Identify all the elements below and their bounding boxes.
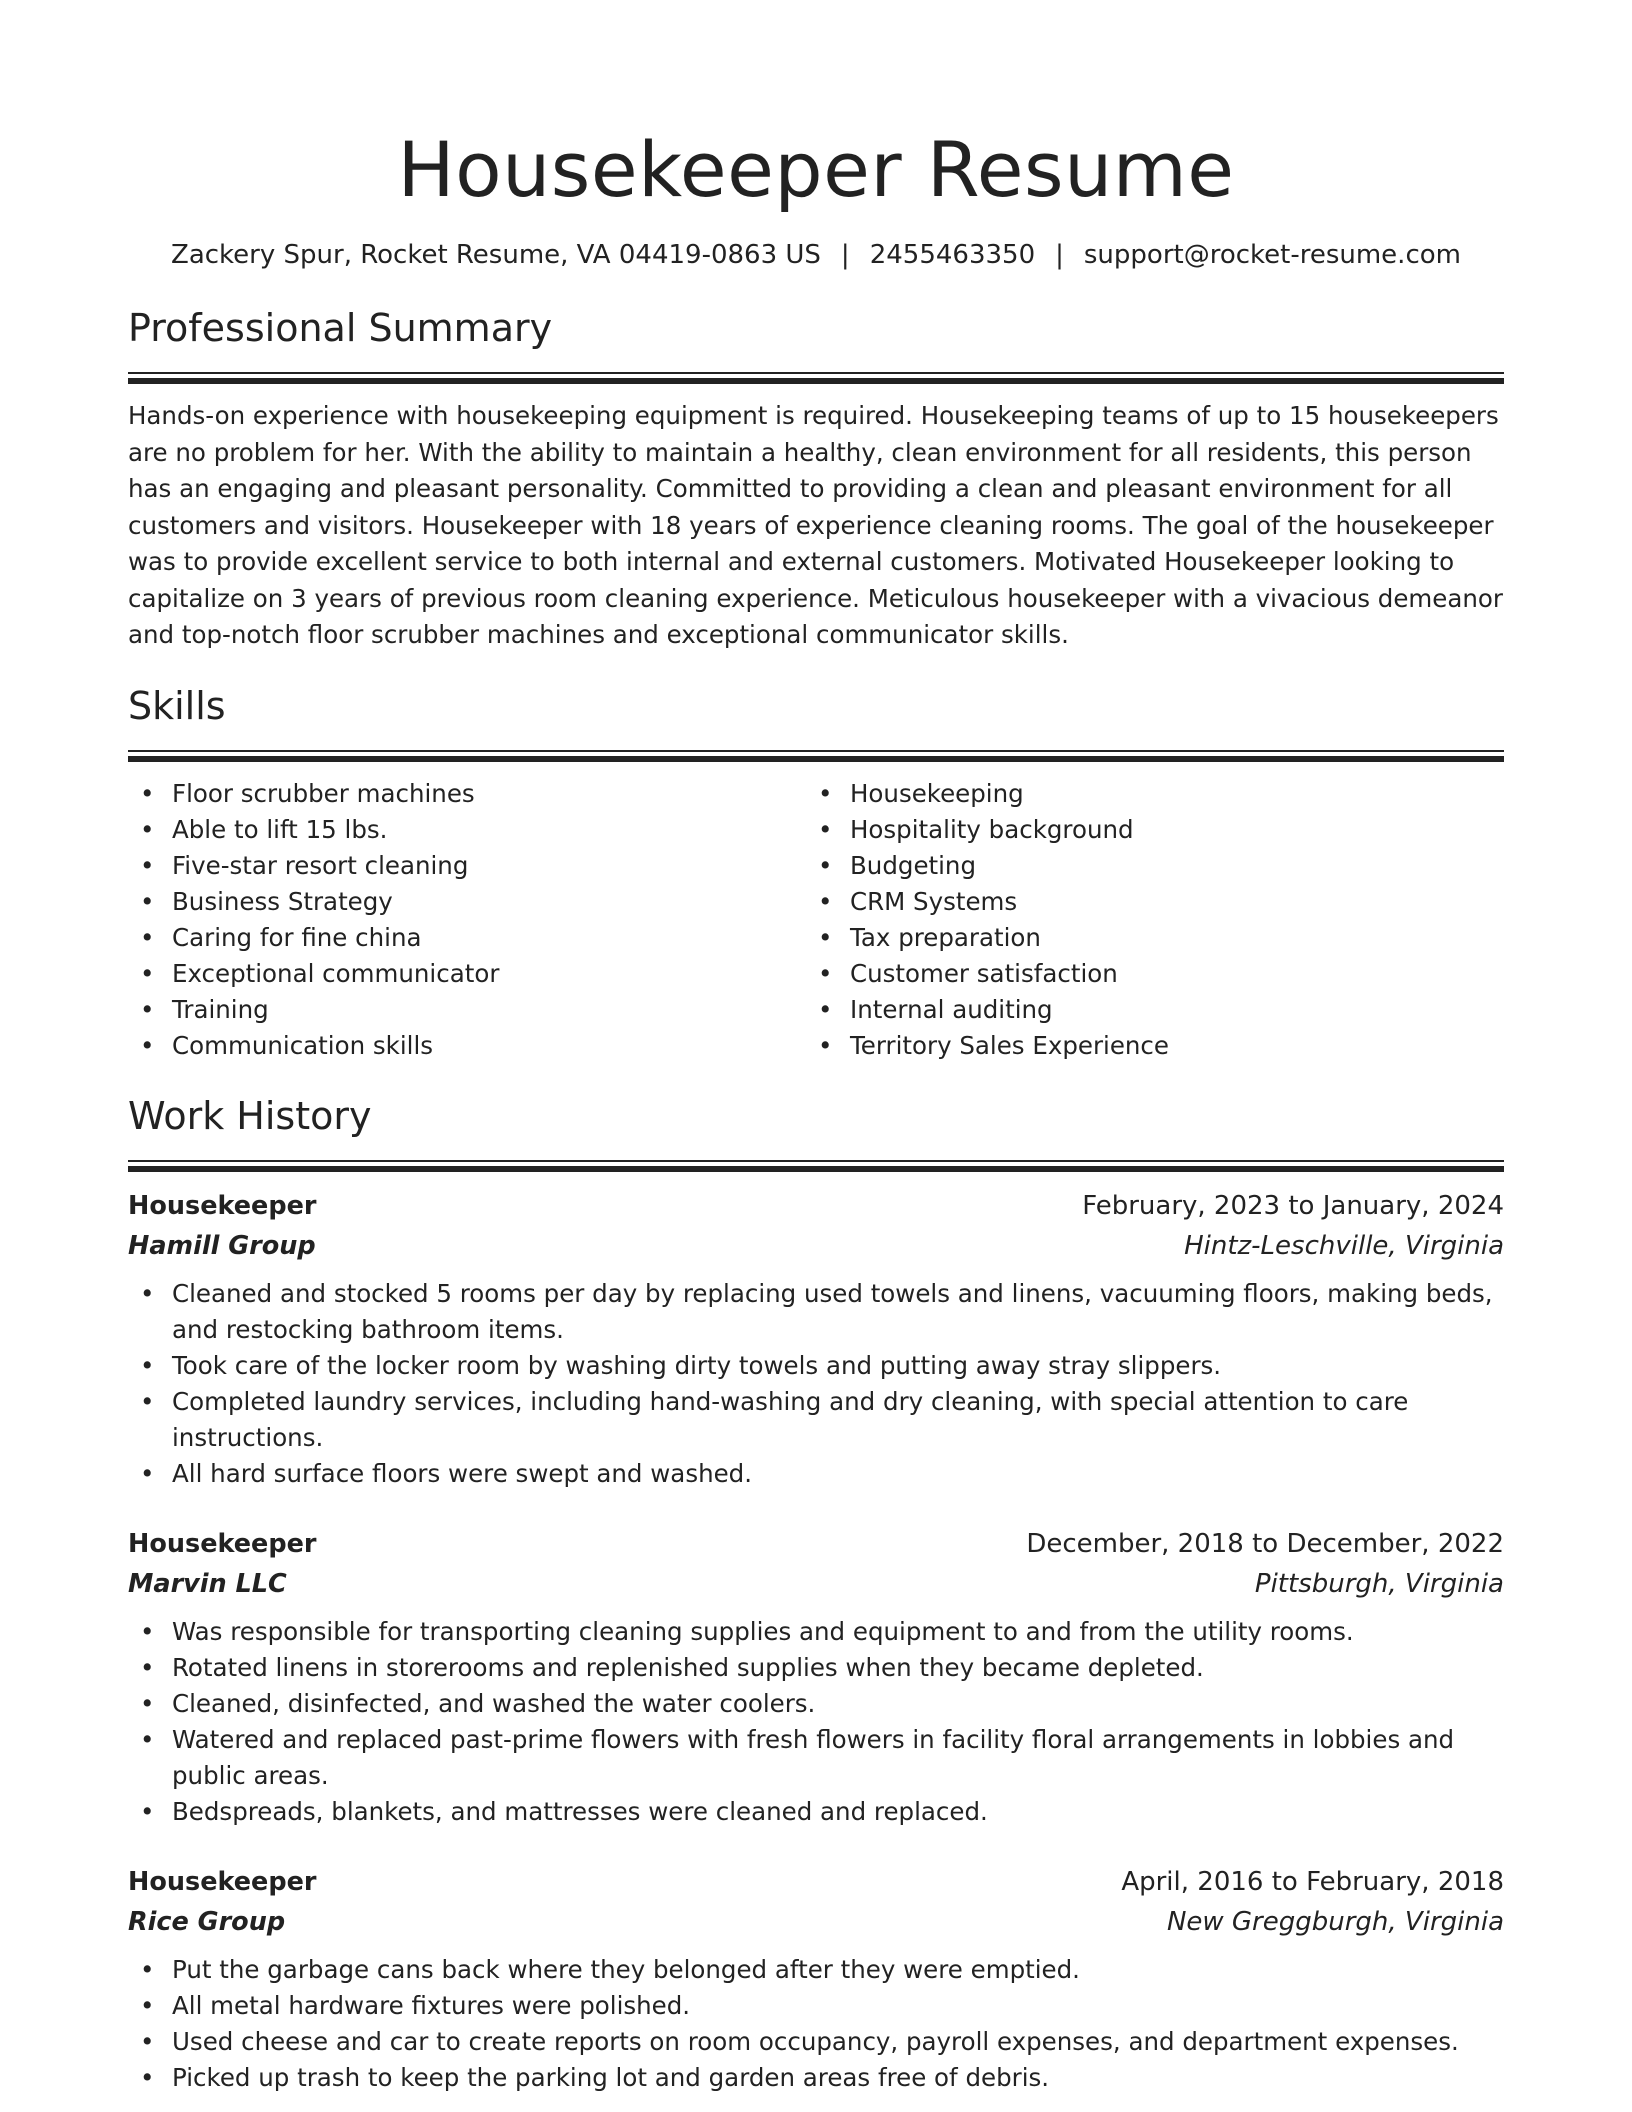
job-company-row <box>128 1564 1504 1604</box>
list-item-text: Rotated linens in storerooms and replenished supplies when they became depleted. <box>172 1652 1204 1682</box>
list-item <box>128 2024 1504 2060</box>
bullet-icon: • <box>140 1652 155 1682</box>
summary-heading: Professional Summary <box>128 306 553 350</box>
job-company-row <box>128 1902 1504 1942</box>
skills-section <box>128 682 1504 1064</box>
list-item <box>128 1456 1504 1492</box>
bullet-icon: • <box>818 958 833 988</box>
bullet-icon: • <box>140 1030 155 1060</box>
list-item-text: Housekeeping <box>850 778 1024 808</box>
list-item <box>128 2060 1504 2096</box>
list-item-text: Business Strategy <box>172 886 393 916</box>
list-item-text: Able to lift 15 lbs. <box>172 814 388 844</box>
summary-text: Hands-on experience with housekeeping equipment is required. Housekeeping teams of up to 15 housekeepers are no problem for her. With the ability to maintain a healthy, clean environment for all residents, this person has an engaging and pleasant personality. Committed to providing a clean and pleasant environment for all customers and visitors. Housekeeper with 18 years of experience cleaning rooms. The goal of the housekeeper was to provide excellent service to both internal and external customers. Motivated Housekeeper looking to capitalize on 3 years of previous room cleaning experience. Meticulous housekeeper with a vivacious demeanor and top-notch floor scrubber machines and exceptional communicator skills. <box>128 401 1503 649</box>
list-item-text: Customer satisfaction <box>850 958 1118 988</box>
job-location: Hintz-Leschville, Virginia <box>1184 1230 1504 1261</box>
list-item-text: Internal auditing <box>850 994 1053 1024</box>
list-item-text: Cleaned and stocked 5 rooms per day by replacing used towels and linens, vacuuming floors, making beds, and restocking bathroom items. <box>172 1278 1493 1344</box>
list-item <box>128 812 806 848</box>
job-location: Pittsburgh, Virginia <box>1254 1568 1504 1599</box>
contact-line <box>128 238 1504 272</box>
bullet-icon: • <box>818 886 833 916</box>
list-item-text: Completed laundry services, including hand-washing and dry cleaning, with special attention to care instructions. <box>172 1386 1409 1452</box>
list-item <box>128 1348 1504 1384</box>
list-item <box>128 1614 1504 1650</box>
bullet-icon: • <box>140 814 155 844</box>
list-item-text: Picked up trash to keep the parking lot and garden areas free of debris. <box>172 2062 1050 2092</box>
job-location: New Greggburgh, Virginia <box>1166 1906 1504 1937</box>
job-company: Marvin LLC <box>128 1568 287 1599</box>
list-item <box>128 1650 1504 1686</box>
skills-heading: Skills <box>128 683 226 728</box>
list-item <box>806 992 1484 1028</box>
job-header-row <box>128 1862 1504 1902</box>
list-item <box>806 776 1484 812</box>
list-item-text: All hard surface floors were swept and washed. <box>172 1458 753 1488</box>
list-item-text: CRM Systems <box>850 886 1018 916</box>
section-divider-thick <box>128 1166 1504 1172</box>
bullet-icon: • <box>140 1688 155 1718</box>
section-divider-thick <box>128 378 1504 384</box>
jobs-list <box>128 1186 1504 2096</box>
list-item <box>128 1384 1504 1456</box>
list-item <box>128 956 806 992</box>
job-header-row <box>128 1186 1504 1226</box>
section-divider-thick <box>128 756 1504 762</box>
list-item <box>128 1952 1504 1988</box>
list-item-text: Was responsible for transporting cleaning supplies and equipment to and from the utility rooms. <box>172 1616 1354 1646</box>
bullet-icon: • <box>140 1990 155 2020</box>
job-company-row <box>128 1226 1504 1266</box>
skills-left-list <box>128 776 806 1064</box>
work-history-section <box>128 1092 1504 2096</box>
bullet-icon: • <box>140 2062 155 2092</box>
job-title: Housekeeper <box>128 1190 317 1221</box>
list-item-text: Floor scrubber machines <box>172 778 475 808</box>
list-item <box>806 1028 1484 1064</box>
bullet-icon: • <box>818 814 833 844</box>
job-entry <box>128 1524 1504 1830</box>
list-item <box>806 884 1484 920</box>
bullet-icon: • <box>818 850 833 880</box>
list-item-text: Five-star resort cleaning <box>172 850 469 880</box>
list-item-text: Used cheese and car to create reports on room occupancy, payroll expenses, and department expenses. <box>172 2026 1459 2056</box>
list-item <box>128 1794 1504 1830</box>
resume-title: Housekeeper Resume <box>397 125 1235 214</box>
list-item <box>128 992 806 1028</box>
contact-phone: 2455463350 <box>869 240 1036 270</box>
list-item <box>128 1276 1504 1348</box>
bullet-icon: • <box>140 1724 155 1754</box>
job-entry <box>128 1862 1504 2096</box>
list-item-text: All metal hardware fixtures were polished. <box>172 1990 691 2020</box>
job-title: Housekeeper <box>128 1528 317 1559</box>
bullet-icon: • <box>140 1350 155 1380</box>
job-dates: April, 2016 to February, 2018 <box>1121 1866 1504 1897</box>
job-dates: December, 2018 to December, 2022 <box>1026 1528 1504 1559</box>
resume-page <box>128 0 1504 2096</box>
contact-separator: | <box>840 240 850 270</box>
section-divider <box>128 750 1504 752</box>
bullet-icon: • <box>140 1796 155 1826</box>
list-item-text: Bedspreads, blankets, and mattresses were cleaned and replaced. <box>172 1796 988 1826</box>
job-bullets <box>128 1614 1504 1830</box>
list-item-text: Took care of the locker room by washing dirty towels and putting away stray slippers. <box>172 1350 1222 1380</box>
job-company: Hamill Group <box>128 1230 316 1261</box>
list-item-text: Exceptional communicator <box>172 958 500 988</box>
contact-separator: | <box>1055 240 1064 270</box>
contact-address: Zackery Spur, Rocket Resume, VA 04419-0863 US <box>171 240 821 270</box>
list-item-text: Training <box>172 994 269 1024</box>
list-item <box>128 1988 1504 2024</box>
job-bullets <box>128 1276 1504 1492</box>
skills-columns <box>128 776 1504 1064</box>
section-divider <box>128 1160 1504 1162</box>
list-item <box>128 1028 806 1064</box>
bullet-icon: • <box>140 922 155 952</box>
bullet-icon: • <box>140 1954 155 1984</box>
list-item <box>806 812 1484 848</box>
summary-section <box>128 304 1504 654</box>
list-item-text: Tax preparation <box>850 922 1041 952</box>
list-item <box>806 920 1484 956</box>
bullet-icon: • <box>818 994 833 1024</box>
list-item <box>128 776 806 812</box>
list-item <box>806 956 1484 992</box>
bullet-icon: • <box>140 958 155 988</box>
list-item <box>128 1686 1504 1722</box>
job-company: Rice Group <box>128 1906 286 1937</box>
bullet-icon: • <box>140 778 155 808</box>
list-item <box>128 884 806 920</box>
list-item-text: Budgeting <box>850 850 977 880</box>
list-item-text: Hospitality background <box>850 814 1134 844</box>
list-item <box>128 1722 1504 1794</box>
bullet-icon: • <box>140 2026 155 2056</box>
work-history-heading: Work History <box>128 1093 372 1138</box>
bullet-icon: • <box>140 994 155 1024</box>
bullet-icon: • <box>140 886 155 916</box>
job-dates: February, 2023 to January, 2024 <box>1082 1190 1504 1221</box>
list-item <box>806 848 1484 884</box>
skills-right-list <box>806 776 1484 1064</box>
job-entry <box>128 1186 1504 1492</box>
contact-email: support@rocket-resume.com <box>1083 240 1461 270</box>
list-item-text: Caring for fine china <box>172 922 422 952</box>
bullet-icon: • <box>140 1616 155 1646</box>
list-item-text: Put the garbage cans back where they belonged after they were emptied. <box>172 1954 1080 1984</box>
bullet-icon: • <box>818 1030 833 1060</box>
bullet-icon: • <box>818 922 833 952</box>
bullet-icon: • <box>140 850 155 880</box>
list-item-text: Territory Sales Experience <box>850 1030 1169 1060</box>
list-item-text: Communication skills <box>172 1030 434 1060</box>
list-item-text: Watered and replaced past-prime flowers with fresh flowers in facility floral arrangements in lobbies and public areas. <box>172 1724 1455 1790</box>
list-item <box>128 920 806 956</box>
bullet-icon: • <box>818 778 833 808</box>
job-bullets <box>128 1952 1504 2096</box>
job-title: Housekeeper <box>128 1866 317 1897</box>
section-divider <box>128 372 1504 374</box>
list-item <box>128 848 806 884</box>
bullet-icon: • <box>140 1458 155 1488</box>
bullet-icon: • <box>140 1386 155 1416</box>
job-header-row <box>128 1524 1504 1564</box>
bullet-icon: • <box>140 1278 155 1308</box>
list-item-text: Cleaned, disinfected, and washed the water coolers. <box>172 1688 816 1718</box>
